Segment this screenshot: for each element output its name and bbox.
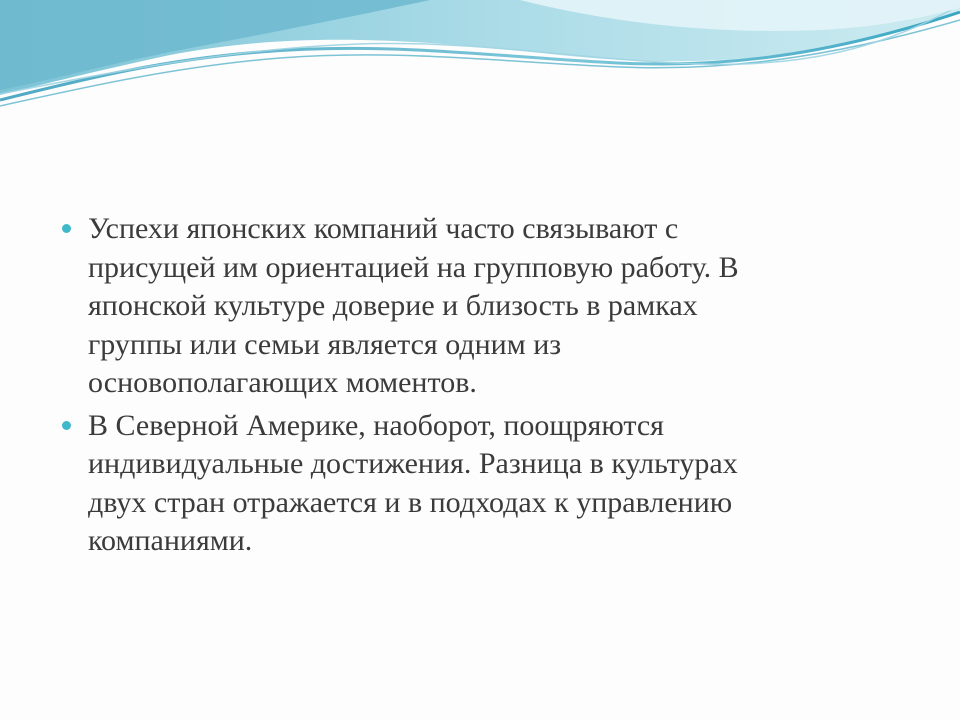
bullet-text [88, 407, 738, 561]
bullet-item [56, 210, 906, 403]
bullet-item [56, 407, 906, 561]
bullet-line: присущей им ориентацией на групповую работу. В [88, 250, 739, 284]
bullet-line: японской культуре доверие и близость в рамках [88, 289, 698, 322]
bullet-line: Успехи японских компаний часто связывают с [88, 212, 679, 245]
bullet-line: индивидуальные достижения. Разница в культурах [88, 447, 738, 480]
bullet-line: компаниями. [88, 524, 253, 557]
bullet-line: основополагающих моментов. [88, 366, 477, 399]
bullet-line: группы или семьи является одним из [88, 327, 562, 361]
wave-header-decoration [0, 0, 960, 130]
bullet-dot-icon [62, 224, 71, 233]
bullet-text [88, 210, 739, 403]
bullet-dot-icon [62, 421, 71, 430]
bullet-line: В Северной Америке, наоборот, поощряются [88, 408, 664, 442]
bullet-list [56, 210, 906, 565]
bullet-line: двух стран отражается и в подходах к управлению [88, 485, 733, 519]
